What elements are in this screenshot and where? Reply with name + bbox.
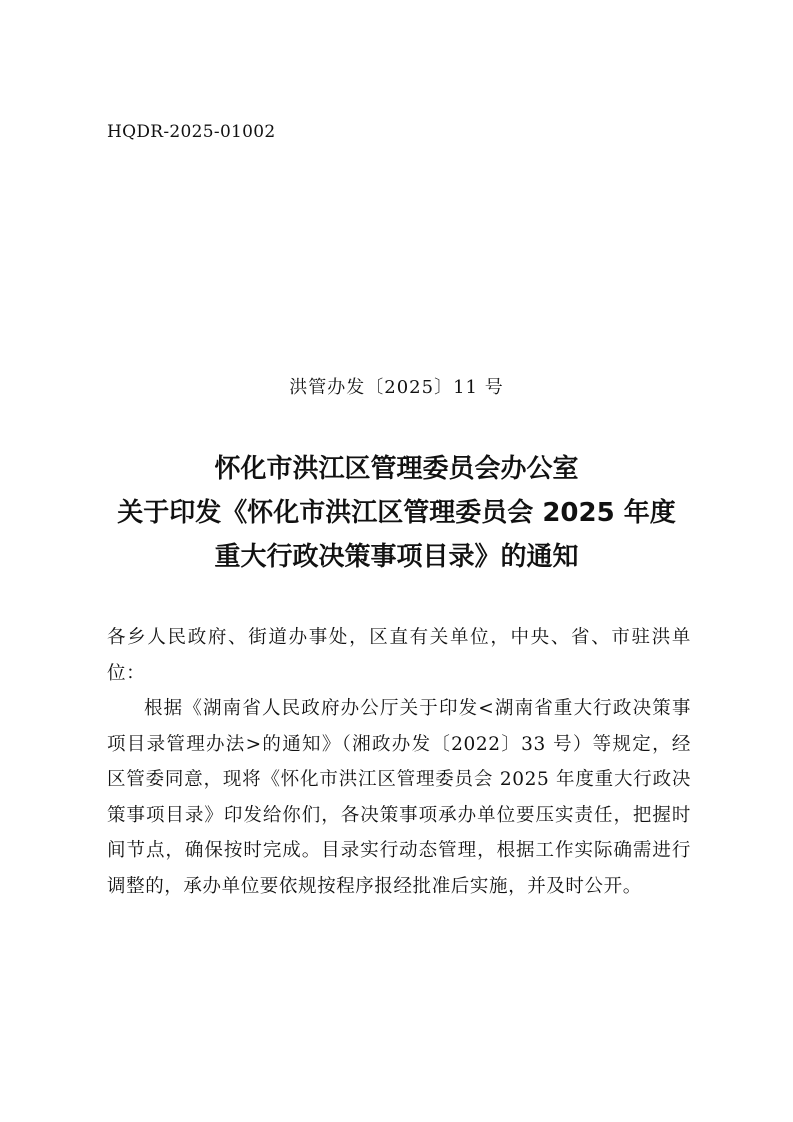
issue-number: 洪管办发〔2025〕11 号: [289, 377, 504, 398]
title-line-1: 怀化市洪江区管理委员会办公室: [214, 454, 579, 484]
title-line-3: 重大行政决策事项目录》的通知: [214, 542, 579, 572]
title-line-2: 关于印发《怀化市洪江区管理委员会 2025 年度: [117, 498, 676, 528]
document-title: [60, 447, 733, 579]
document-body: [107, 620, 691, 904]
addressee-paragraph: 各乡人民政府、街道办事处，区直有关单位，中央、省、市驻洪单位：: [107, 627, 691, 684]
main-paragraph: 根据《湖南省人民政府办公厅关于印发<湖南省重大行政决策事项目录管理办法>的通知》（湘政办发〔2022〕33 号）等规定，经区管委同意，现将《怀化市洪江区管理委员会 2025 年度重大行政决策事项目录》印发给你们，各决策事项承办单位要压实责任，把握时间节点，确保按时完成。目录实行动态管理，根据工作实际确需进行调整的，承办单位要依规按程序报经批准后实施，并及时公开。: [107, 698, 691, 897]
document-id: HQDR-2025-01002: [107, 122, 276, 142]
